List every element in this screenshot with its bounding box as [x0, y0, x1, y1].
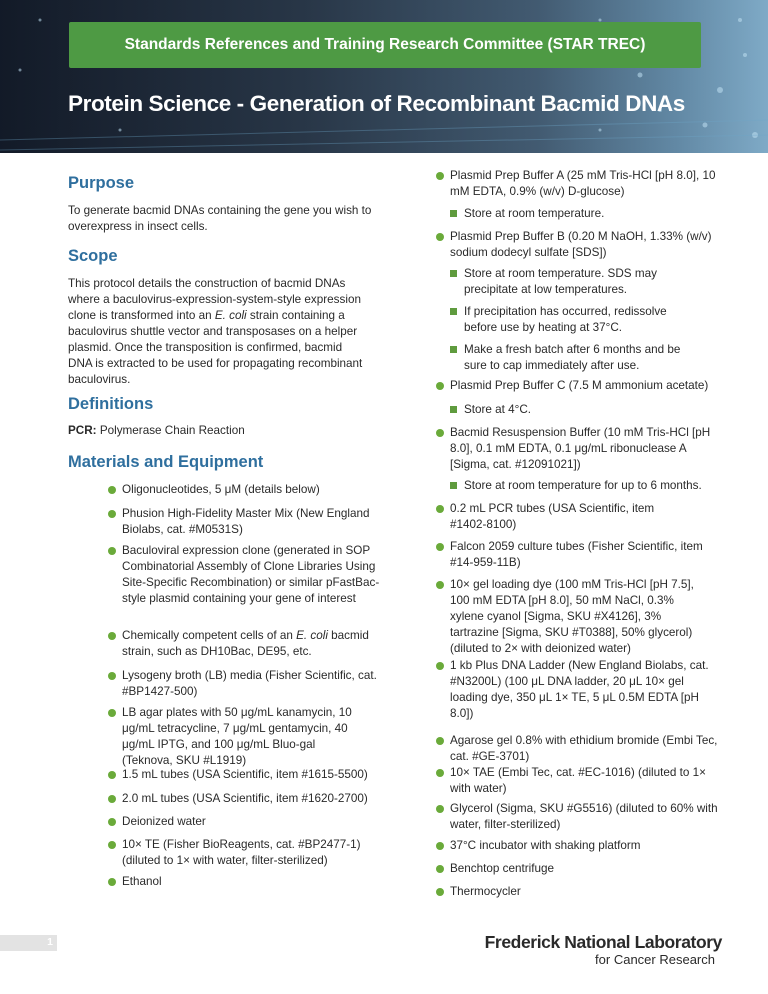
- bullet-icon: [436, 865, 444, 873]
- purpose-text: To generate bacmid DNAs containing the gene you wish to overexpress in insect cells.: [68, 204, 372, 233]
- square-bullet-icon: [450, 308, 457, 315]
- list-item: Ethanol: [108, 874, 382, 890]
- square-bullet-icon: [450, 210, 457, 217]
- bullet-icon: [108, 547, 116, 555]
- bullet-icon: [436, 769, 444, 777]
- bullet-icon: [436, 382, 444, 390]
- list-item: 1.5 mL tubes (USA Scientific, item #1615-5500): [108, 767, 392, 783]
- bullet-icon: [436, 543, 444, 551]
- list-item-resuspension: Bacmid Resuspension Buffer (10 mM Tris-HCl [pH 8.0], 0.1 mM EDTA, 0.1 μg/mL ribonuclease A [Sigma, cat. #12091021]): [436, 425, 720, 473]
- bullet-icon: [108, 486, 116, 494]
- definition-term: PCR:: [68, 424, 97, 437]
- list-item: 37°C incubator with shaking platform: [436, 838, 720, 854]
- page-title: Protein Science - Generation of Recombinant Bacmid DNAs: [68, 91, 685, 116]
- scope-text-part-2: strain containing a baculovirus shuttle vector and transposases on a helper plasmid. Once the transposition is confirmed, bacmid DNA is extracted to be used for propagating recombinant baculovirus.: [68, 309, 363, 386]
- bullet-icon: [436, 429, 444, 437]
- list-item: 0.2 mL PCR tubes (USA Scientific, item #1402-8100): [436, 501, 690, 533]
- definitions-heading: Definitions: [68, 395, 154, 413]
- bullet-icon: [108, 632, 116, 640]
- list-item: LB agar plates with 50 μg/mL kanamycin, 10 μg/mL tetracycline, 7 μg/mL gentamycin, 40 μg/mL IPTG, and 100 μg/mL Bluo-gal (Teknova, SKU #L1919): [108, 705, 362, 769]
- square-bullet-icon: [450, 482, 457, 489]
- sub-item: Store at room temperature for up to 6 months.: [450, 478, 744, 494]
- left-column: [68, 170, 388, 910]
- bullet-icon: [436, 581, 444, 589]
- header-banner: [0, 0, 768, 153]
- list-item-buffer-b: Plasmid Prep Buffer B (0.20 M NaOH, 1.33% (w/v) sodium dodecyl sulfate [SDS]): [436, 229, 720, 261]
- committee-bar: Standards References and Training Research Committee (STAR TREC): [69, 22, 701, 68]
- sub-item: Store at room temperature. SDS may precipitate at low temperatures.: [450, 266, 679, 298]
- list-item: 2.0 mL tubes (USA Scientific, item #1620-2700): [108, 791, 392, 807]
- list-item: Baculoviral expression clone (generated in SOP Combinatorial Assembly of Clone Libraries Using Site-Specific Recombination) or similar pFastBac-style plasmid containing your gene of interest: [108, 543, 380, 607]
- list-item: Benchtop centrifuge: [436, 861, 720, 877]
- bullet-icon: [436, 805, 444, 813]
- scope-text: [68, 276, 368, 388]
- list-item: Thermocycler: [436, 884, 720, 900]
- sub-item: If precipitation has occurred, redissolve before use by heating at 37°C.: [450, 304, 679, 336]
- page-number: 1: [47, 936, 53, 948]
- square-bullet-icon: [450, 406, 457, 413]
- list-item-buffer-a: Plasmid Prep Buffer A (25 mM Tris-HCl [pH 8.0], 10 mM EDTA, 0.9% (w/v) D-glucose): [436, 168, 720, 200]
- list-item: Glycerol (Sigma, SKU #G5516) (diluted to 60% with water, filter-sterilized): [436, 801, 720, 833]
- scope-heading: Scope: [68, 247, 118, 265]
- bullet-icon: [108, 510, 116, 518]
- bullet-icon: [108, 878, 116, 886]
- page-number-box: [0, 935, 57, 951]
- list-item: Chemically competent cells of an E. coli bacmid strain, such as DH10Bac, DE95, etc.: [108, 628, 382, 660]
- list-item: 10× TE (Fisher BioReagents, cat. #BP2477-1) (diluted to 1× with water, filter-sterilized): [108, 837, 372, 869]
- bullet-icon: [436, 737, 444, 745]
- bullet-icon: [436, 888, 444, 896]
- definition-pcr: [68, 423, 368, 439]
- definition-text: Polymerase Chain Reaction: [96, 424, 245, 437]
- sub-item: Store at 4°C.: [450, 402, 714, 418]
- bullet-icon: [436, 842, 444, 850]
- scope-text-part-1: This protocol details the construction of bacmid DNAs where a baculovirus-expression-system-style expression clone is transformed into an: [68, 277, 361, 322]
- bullet-icon: [108, 841, 116, 849]
- right-column: [436, 168, 736, 918]
- organization-logo-line-2: for Cancer Research: [595, 952, 715, 967]
- bullet-icon: [108, 709, 116, 717]
- bullet-icon: [436, 233, 444, 241]
- list-item: Falcon 2059 culture tubes (Fisher Scientific, item #14-959-11B): [436, 539, 710, 571]
- list-item: Oligonucleotides, 5 μM (details below): [108, 482, 382, 498]
- materials-heading: Materials and Equipment: [68, 453, 264, 471]
- list-item: Agarose gel 0.8% with ethidium bromide (Embi Tec, cat. #GE-3701): [436, 733, 720, 765]
- list-item: Deionized water: [108, 814, 392, 830]
- bullet-icon: [108, 672, 116, 680]
- list-item: 10× TAE (Embi Tec, cat. #EC-1016) (diluted to 1× with water): [436, 765, 710, 797]
- purpose-heading: Purpose: [68, 174, 135, 192]
- bullet-icon: [436, 505, 444, 513]
- list-item: 10× gel loading dye (100 mM Tris-HCl [pH 7.5], 100 mM EDTA [pH 8.0], 50 mM NaCl, 0.3% xylene cyanol [Sigma, SKU #X4126], 3% tartrazine [Sigma, SKU #T0388], 50% glycerol) (diluted to 2× with deionized water): [436, 577, 710, 657]
- square-bullet-icon: [450, 346, 457, 353]
- organization-logo-line-1: Frederick National Laboratory: [484, 932, 722, 952]
- list-item-buffer-c: Plasmid Prep Buffer C (7.5 M ammonium acetate): [436, 378, 740, 394]
- list-item: Lysogeny broth (LB) media (Fisher Scientific, cat. #BP1427-500): [108, 668, 382, 700]
- list-item: 1 kb Plus DNA Ladder (New England Biolabs, cat. #N3200L) (100 μL DNA ladder, 20 μL 10× gel loading dye, 350 μL 1× TE, 5 μL 0.5M EDTA [pH 8.0]): [436, 658, 710, 722]
- list-item: Phusion High-Fidelity Master Mix (New England Biolabs, cat. #M0531S): [108, 506, 382, 538]
- bullet-icon: [436, 662, 444, 670]
- bullet-icon: [108, 771, 116, 779]
- sub-item: Store at room temperature.: [450, 206, 714, 222]
- square-bullet-icon: [450, 270, 457, 277]
- sub-item: Make a fresh batch after 6 months and be sure to cap immediately after use.: [450, 342, 694, 374]
- scope-text-italic: E. coli: [214, 309, 247, 322]
- bullet-icon: [436, 172, 444, 180]
- bullet-icon: [108, 818, 116, 826]
- bullet-icon: [108, 795, 116, 803]
